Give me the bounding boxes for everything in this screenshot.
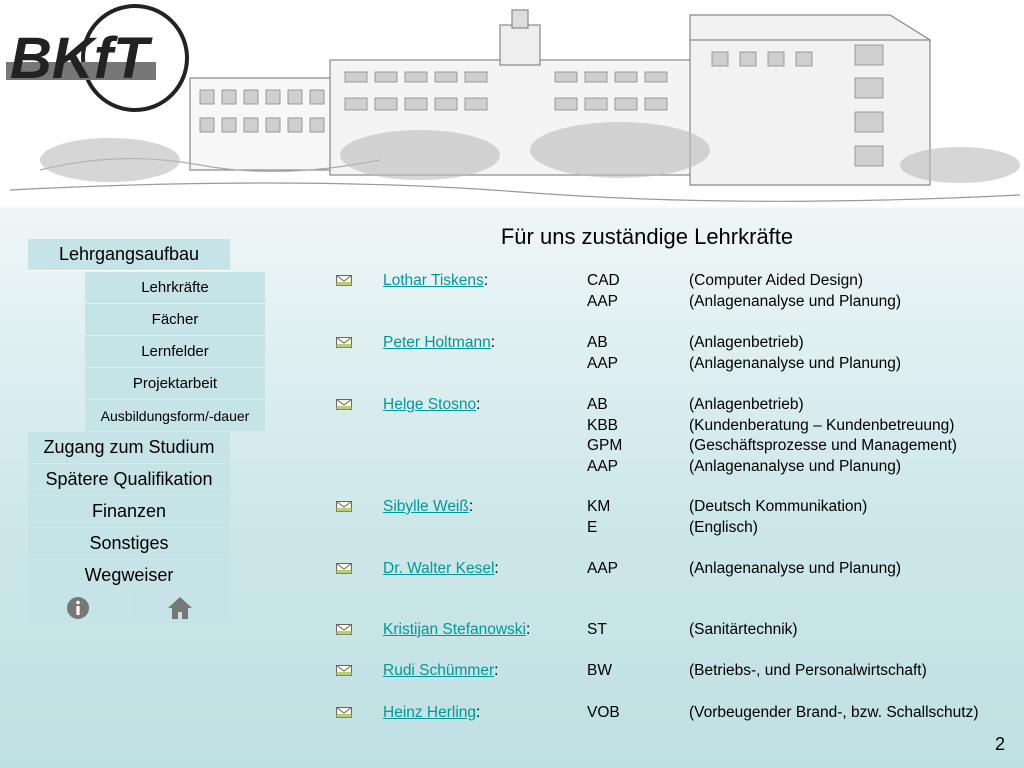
subject-code: AAP: [587, 457, 619, 475]
envelope-icon[interactable]: [336, 399, 352, 410]
nav-item-lehrgangsaufbau[interactable]: [28, 239, 230, 271]
envelope-icon[interactable]: [336, 275, 352, 286]
header-banner: [0, 0, 1024, 205]
nav-sub-item-ausbildungsform[interactable]: [85, 400, 265, 431]
name-colon: :: [490, 334, 496, 351]
subject-code: GPM: [587, 437, 623, 454]
name-colon: :: [494, 662, 499, 679]
subject-code: VOB: [587, 704, 620, 721]
teacher-name: [383, 662, 498, 680]
home-button[interactable]: [130, 592, 230, 624]
teacher-name-link[interactable]: Sibylle Weiß: [383, 498, 469, 515]
side-navigation: [28, 239, 250, 624]
teacher-name-link[interactable]: Helge Stosno: [383, 396, 477, 413]
subject-code: CAD: [587, 272, 620, 289]
teacher-name-link[interactable]: Dr. Walter Kesel: [383, 560, 495, 577]
subject-code: AAP: [587, 354, 619, 372]
teacher-name: [383, 560, 499, 578]
subject-description: (Anlagenbetrieb): [689, 334, 804, 351]
bkft-logo: [6, 6, 187, 110]
nav-label: Projektarbeit: [132, 375, 218, 392]
name-colon: :: [468, 498, 474, 515]
nav-sub-item-projektarbeit[interactable]: [85, 368, 265, 399]
subject-description: (Computer Aided Design): [689, 272, 864, 289]
nav-label: Lehrgangsaufbau: [58, 244, 200, 264]
envelope-icon[interactable]: [336, 665, 352, 676]
name-colon: :: [494, 560, 499, 577]
name-colon: :: [476, 396, 481, 413]
teacher-name-link[interactable]: Heinz Herling: [383, 704, 477, 721]
subject-description: (Anlagenbetrieb): [689, 396, 804, 413]
envelope-icon[interactable]: [336, 563, 352, 574]
subject-code: AB: [587, 334, 608, 351]
teacher-name: [383, 396, 480, 414]
subject-code: KM: [587, 498, 611, 515]
subject-code: E: [587, 518, 598, 536]
nav-label: Sonstiges: [89, 533, 169, 553]
subject-description: (Anlagenanalyse und Planung): [689, 457, 901, 475]
nav-label: Wegweiser: [84, 565, 174, 585]
teacher-name-link[interactable]: Peter Holtmann: [383, 334, 491, 351]
subject-description: (Sanitärtechnik): [689, 621, 798, 638]
svg-text:BKfT: BKfT: [10, 26, 149, 91]
envelope-icon[interactable]: [336, 624, 352, 635]
home-icon: [167, 595, 193, 621]
subject-code: BW: [587, 662, 612, 679]
subject-code: AAP: [587, 560, 619, 577]
nav-label: Zugang zum Studium: [43, 437, 215, 457]
nav-sub-item-faecher[interactable]: [85, 304, 265, 335]
subject-description: (Betriebs-, und Personalwirtschaft): [689, 662, 927, 679]
envelope-icon[interactable]: [336, 337, 352, 348]
subject-description: (Anlagenanalyse und Planung): [689, 354, 901, 372]
subject-description: (Vorbeugender Brand-, bzw. Schallschutz): [689, 704, 979, 721]
nav-item-wegweiser[interactable]: [28, 560, 230, 591]
subject-code: KBB: [587, 416, 619, 434]
nav-label: Fächer: [151, 311, 199, 328]
subject-code: ST: [587, 621, 607, 638]
nav-item-finanzen[interactable]: [28, 496, 230, 527]
envelope-icon[interactable]: [336, 501, 352, 512]
name-colon: :: [476, 704, 481, 721]
page-number: 2: [995, 734, 1006, 754]
teacher-name-link[interactable]: Rudi Schümmer: [383, 662, 495, 679]
school-building-illustration: [0, 0, 1024, 205]
teacher-name: [383, 334, 495, 352]
subject-description: (Geschäftsprozesse und Management): [689, 437, 957, 454]
nav-item-sonstiges[interactable]: [28, 528, 230, 559]
envelope-icon[interactable]: [336, 707, 352, 718]
info-button[interactable]: [28, 592, 128, 624]
teacher-name: [383, 272, 488, 290]
teacher-name: [383, 498, 473, 516]
subject-description: (Englisch): [689, 518, 758, 536]
nav-submenu: [85, 272, 265, 431]
nav-label: Lehrkräfte: [141, 279, 209, 296]
subject-description: (Anlagenanalyse und Planung): [689, 292, 901, 310]
nav-item-spaetere-qualifikation[interactable]: [28, 464, 230, 495]
nav-icon-bar: [28, 592, 230, 624]
name-colon: :: [526, 621, 531, 638]
nav-item-zugang-zum-studium[interactable]: [28, 432, 230, 463]
subject-description: (Kundenberatung – Kundenbetreuung): [689, 416, 955, 434]
teacher-name: [383, 621, 530, 639]
nav-label: Spätere Qualifikation: [45, 469, 213, 489]
nav-label: Ausbildungsform/-dauer: [100, 407, 250, 424]
subject-description: (Deutsch Kommunikation): [689, 498, 868, 515]
subject-code: AB: [587, 396, 608, 413]
nav-label: Finanzen: [91, 501, 167, 521]
nav-sub-item-lernfelder[interactable]: [85, 336, 265, 367]
teacher-name-link[interactable]: Kristijan Stefanowski: [383, 621, 527, 638]
teacher-name: [383, 704, 480, 722]
name-colon: :: [483, 272, 489, 289]
teacher-name-link[interactable]: Lothar Tiskens: [383, 272, 484, 289]
page-title: Für uns zuständige Lehrkräfte: [500, 224, 794, 249]
info-icon: [66, 596, 90, 620]
nav-sub-item-lehrkraefte[interactable]: [85, 272, 265, 303]
nav-label: Lernfelder: [141, 343, 209, 360]
subject-description: (Anlagenanalyse und Planung): [689, 560, 901, 577]
subject-code: AAP: [587, 292, 619, 310]
